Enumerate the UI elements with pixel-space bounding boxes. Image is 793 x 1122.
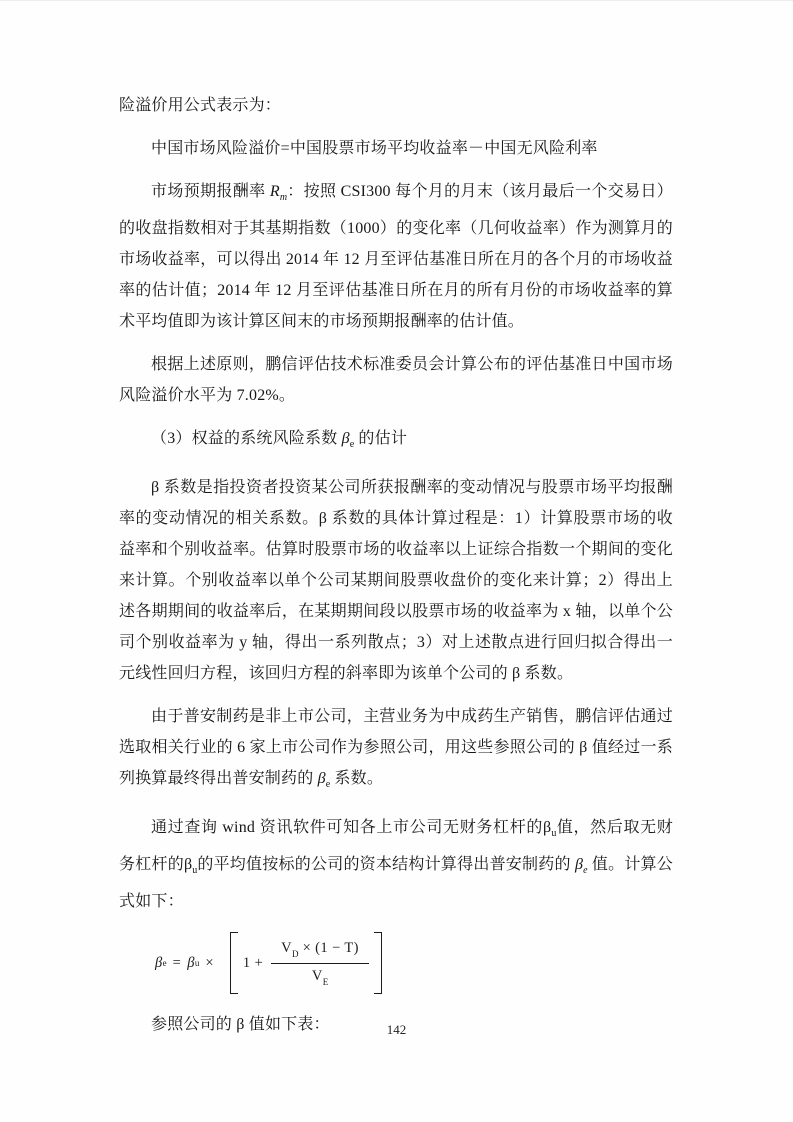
fraction (271, 940, 369, 987)
rm-symbol: R (269, 183, 280, 200)
ve-symbol: V (311, 967, 323, 984)
multiply-sign: × (205, 954, 214, 971)
beta-symbol: β (183, 856, 193, 873)
page-body (119, 78, 673, 1052)
text-run: 值。计算公式如下： (119, 856, 673, 910)
left-bracket (230, 932, 238, 994)
paragraph-beta-explanation: β 系数是指投资者投资某公司所获报酬率的变动情况与股票市场平均报酬率的变动情况的相关系数。β 系数的具体计算过程是：1）计算股票市场的收益率和个别收益率。估算时股票市场的收益率以上证综合指数一个期间的变化来计算。个别收益率以单个公司某期间股票收盘价的变化来计算；2）得出上述各期期间的收益率后，在某期期间段以股票市场的收益率为 x 轴，以单个公司个别收益率为 y 轴，得出一系列散点；3）对上述散点进行回归拟合得出一元线性回归方程，该回归方程的斜率即为该单个公司的 β 系数。 (119, 479, 673, 682)
fraction-numerator (271, 940, 369, 964)
paragraph-wind-query (119, 812, 673, 917)
fraction-denominator (312, 964, 328, 987)
beta-u-subscript: u (194, 958, 200, 968)
equals-sign: = (172, 954, 182, 971)
beta-subscript: u (192, 865, 198, 876)
text-run: 由于普安制药是非上市公司，主营业务为中成药生产销售，鹏信评估通过选取相关行业的 6 家上市公司作为参照公司，用这些参照公司的 β 值经过一系列换算最终得出普安制药的 (119, 708, 673, 787)
text-run: 市场预期报酬率 (151, 183, 270, 200)
vd-symbol: V (281, 939, 293, 956)
numerator-rest: × (1 − T) (298, 939, 359, 956)
beta-symbol: β (341, 430, 350, 447)
ve-subscript: E (322, 976, 329, 987)
beta-subscript: u (551, 828, 557, 839)
text-run: ：按照 CSI300 每个月的月末（该月最后一个交易日）的收盘指数相对于其基期指数（1000）的变化率（几何收益率）作为测算月的市场收益率，可以得出 2014 年 12 月至评估基准日所在月的各个月的市场收益率的估计值；2014 年 12 月至评估基准日所在月的所有月份的市场收益率的算术平均值即为该计算区间末的市场预期报酬率的估计值。 (119, 183, 674, 330)
beta-conversion-formula (155, 930, 673, 996)
one-plus-term: 1 + (242, 954, 264, 971)
text-run: 通过查询 wind 资讯软件可知各上市公司无财务杠杆的 (151, 819, 544, 836)
paragraph-premium-level: 根据上述原则，鹏信评估技术标准委员会计算公布的评估基准日中国市场风险溢价水平为 7.02%。 (119, 356, 673, 404)
page-number: 142 (386, 1022, 407, 1037)
beta-e-subscript: e (162, 958, 167, 968)
text-run: 系数。 (330, 770, 384, 787)
paragraph-company-beta (119, 701, 673, 800)
text-run: 的估计 (354, 430, 408, 447)
paragraph-market-expected-return (119, 176, 673, 337)
beta-symbol: β (574, 856, 584, 873)
market-risk-premium-equation-line: 中国市场风险溢价=中国股票市场平均收益率－中国无风险利率 (151, 140, 598, 157)
beta-u-symbol: β (187, 954, 195, 971)
text-run: 的平均值按标的公司的资本结构计算得出普安制药的 (197, 856, 575, 873)
paragraph-risk-premium-continuation: 险溢价用公式表示为： (119, 97, 282, 114)
beta-e-symbol: β (155, 954, 163, 971)
beta-subscript: e (325, 779, 331, 790)
section-heading-beta-estimation (119, 423, 673, 460)
beta-subscript: e (349, 439, 355, 450)
text-run: （3）权益的系统风险系数 (151, 430, 342, 447)
right-bracket (374, 932, 382, 994)
text-run: 值，然后取无财务杠杆的 (119, 819, 673, 873)
vd-subscript: D (292, 948, 299, 959)
rm-subscript: m (279, 192, 288, 203)
beta-symbol: β (543, 819, 552, 836)
beta-symbol: β (317, 770, 326, 787)
paragraph-table-intro: 参照公司的 β 值如下表： (151, 1016, 330, 1033)
beta-subscript: e (583, 865, 588, 876)
